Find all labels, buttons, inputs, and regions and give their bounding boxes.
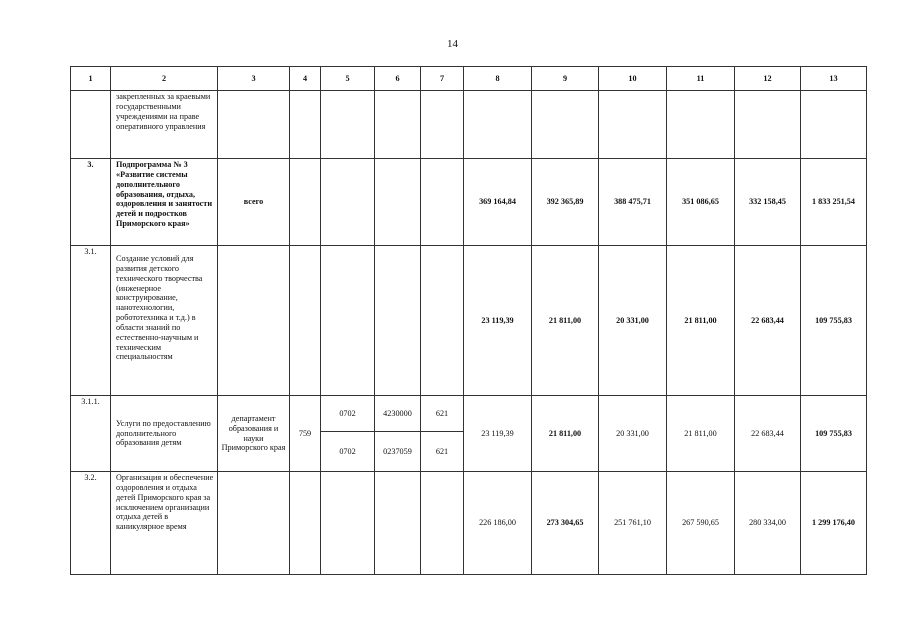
- row-csr: [375, 246, 421, 396]
- row-vr: [421, 472, 464, 575]
- page-number: 14: [447, 38, 458, 50]
- column-header: 8: [464, 67, 532, 91]
- row-value: 351 086,65: [667, 159, 735, 246]
- row-responsible: департамент образования и науки Приморского края: [218, 396, 290, 472]
- table-row: [71, 159, 867, 246]
- row-value: 22 683,44: [735, 246, 801, 396]
- row-responsible: [218, 472, 290, 575]
- row-name: закрепленных за краевыми государственными учреждениями на праве оперативного управления: [111, 91, 218, 159]
- row-csr: [375, 472, 421, 575]
- row-vr: [421, 159, 464, 246]
- row-value: 280 334,00: [735, 472, 801, 575]
- row-value: 388 475,71: [599, 159, 667, 246]
- column-header: 10: [599, 67, 667, 91]
- table-row: [71, 91, 867, 159]
- row-rz: [321, 159, 375, 246]
- row-value: 109 755,83: [801, 246, 867, 396]
- row-rz: [321, 91, 375, 159]
- row-responsible: [218, 246, 290, 396]
- row-name: Организация и обеспечение оздоровления и отдыха детей Приморского края за исключением организации отдыха детей в каникулярное время: [111, 472, 218, 575]
- row-number: 3.1.1.: [71, 396, 111, 472]
- row-responsible: всего: [218, 159, 290, 246]
- row-number: 3.2.: [71, 472, 111, 575]
- row-value: [464, 91, 532, 159]
- row-csr: [375, 159, 421, 246]
- row-name: Услуги по предоставлению дополнительного образования детям: [111, 396, 218, 472]
- column-header: 12: [735, 67, 801, 91]
- column-header: 3: [218, 67, 290, 91]
- table-row: [71, 396, 867, 432]
- row-rz: 0702: [321, 432, 375, 472]
- row-responsible: [218, 91, 290, 159]
- column-header: 1: [71, 67, 111, 91]
- column-header: 11: [667, 67, 735, 91]
- row-value: 251 761,10: [599, 472, 667, 575]
- row-csr: 0237059: [375, 432, 421, 472]
- row-value: 267 590,65: [667, 472, 735, 575]
- row-value: 21 811,00: [667, 396, 735, 472]
- row-value: 22 683,44: [735, 396, 801, 472]
- row-value: [667, 91, 735, 159]
- row-name: Подпрограмма № 3 «Развитие системы дополнительного образования, отдыха, оздоровления и занятости детей и подростков Приморского края»: [111, 159, 218, 246]
- row-name: Создание условий для развития детского технического творчества (инженерное конструирование, нанотехнологии, робототехника и т.д.) в области знаний по естественно-научным и техническим специальностям: [111, 246, 218, 396]
- table-row: [71, 472, 867, 575]
- row-vr: 621: [421, 432, 464, 472]
- row-value: [735, 91, 801, 159]
- column-header: 7: [421, 67, 464, 91]
- row-number: 3.1.: [71, 246, 111, 396]
- row-grbs: 759: [290, 396, 321, 472]
- row-value: [532, 91, 599, 159]
- column-header: 4: [290, 67, 321, 91]
- row-value: 23 119,39: [464, 396, 532, 472]
- budget-table: [70, 66, 867, 575]
- row-value: 23 119,39: [464, 246, 532, 396]
- row-rz: [321, 472, 375, 575]
- row-vr: 621: [421, 396, 464, 432]
- row-value: [801, 91, 867, 159]
- row-value: [599, 91, 667, 159]
- row-value: 273 304,65: [532, 472, 599, 575]
- row-vr: [421, 246, 464, 396]
- row-value: 21 811,00: [532, 396, 599, 472]
- row-grbs: [290, 246, 321, 396]
- row-grbs: [290, 159, 321, 246]
- column-header: 5: [321, 67, 375, 91]
- column-header: 6: [375, 67, 421, 91]
- row-value: 1 833 251,54: [801, 159, 867, 246]
- row-csr: [375, 91, 421, 159]
- column-header: 9: [532, 67, 599, 91]
- row-rz: [321, 246, 375, 396]
- row-value: 21 811,00: [667, 246, 735, 396]
- row-grbs: [290, 472, 321, 575]
- table-row: [71, 246, 867, 396]
- row-value: 21 811,00: [532, 246, 599, 396]
- row-value: 20 331,00: [599, 396, 667, 472]
- column-header: 13: [801, 67, 867, 91]
- column-header: 2: [111, 67, 218, 91]
- table-header-row: [71, 67, 867, 91]
- row-value: 392 365,89: [532, 159, 599, 246]
- row-value: 1 299 176,40: [801, 472, 867, 575]
- row-grbs: [290, 91, 321, 159]
- row-value: 226 186,00: [464, 472, 532, 575]
- row-value: 369 164,84: [464, 159, 532, 246]
- row-rz: 0702: [321, 396, 375, 432]
- row-value: 332 158,45: [735, 159, 801, 246]
- row-vr: [421, 91, 464, 159]
- row-csr: 4230000: [375, 396, 421, 432]
- row-number: [71, 91, 111, 159]
- row-value: 109 755,83: [801, 396, 867, 472]
- row-value: 20 331,00: [599, 246, 667, 396]
- row-number: 3.: [71, 159, 111, 246]
